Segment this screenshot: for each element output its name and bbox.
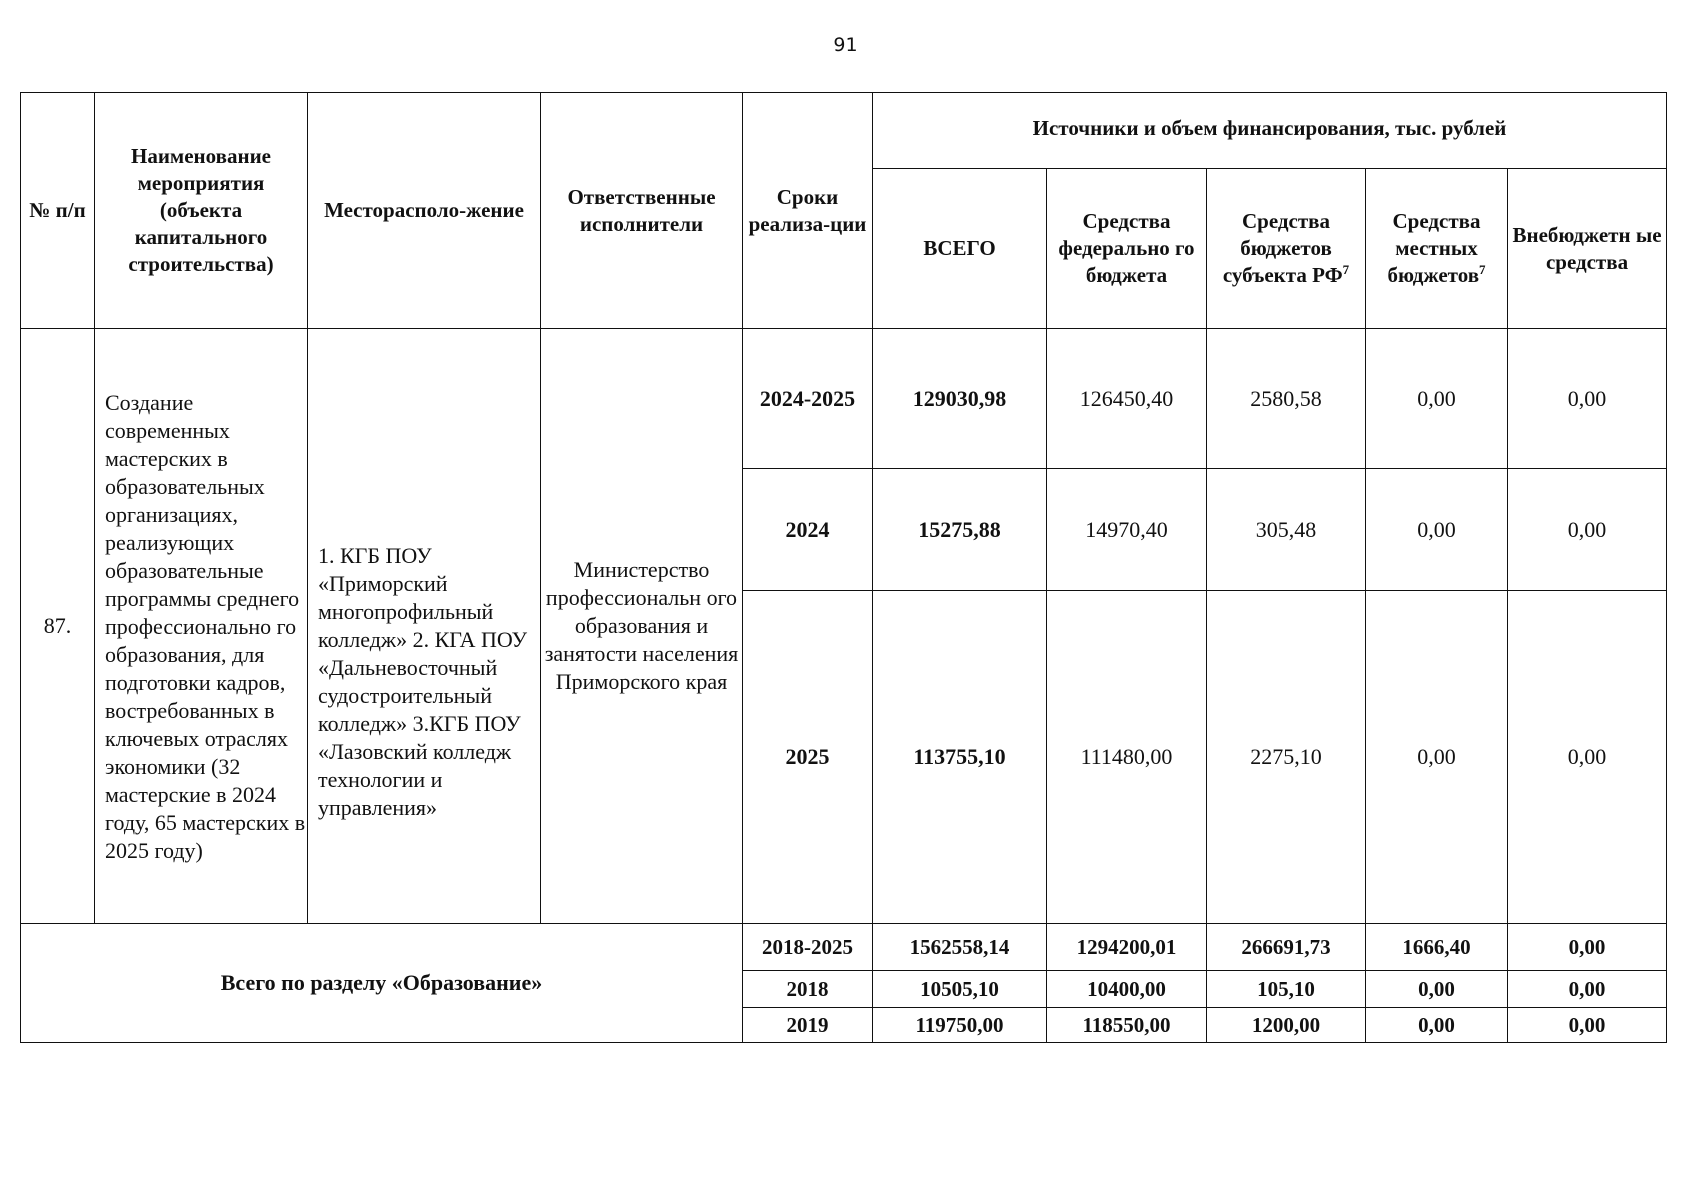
cell-extra: 0,00 — [1508, 329, 1667, 469]
cell-extra: 0,00 — [1508, 924, 1667, 971]
header-federal: Средства федерально го бюджета — [1047, 169, 1207, 329]
cell-term: 2018 — [743, 971, 873, 1008]
cell-subject: 1200,00 — [1207, 1008, 1366, 1043]
cell-extra: 0,00 — [1508, 971, 1667, 1008]
cell-total: 15275,88 — [873, 469, 1047, 591]
cell-total: 129030,98 — [873, 329, 1047, 469]
cell-term: 2024-2025 — [743, 329, 873, 469]
footnote-mark: 7 — [1479, 262, 1486, 277]
cell-term: 2019 — [743, 1008, 873, 1043]
row-executors: Министерство профессиональн ого образования и занятости населения Приморского края — [541, 329, 743, 924]
cell-federal: 111480,00 — [1047, 591, 1207, 924]
cell-federal: 126450,40 — [1047, 329, 1207, 469]
cell-term: 2024 — [743, 469, 873, 591]
row-name: Создание современных мастерских в образовательных организациях, реализующих образовательные программы среднего профессионально го образования, для подготовки кадров, востребованных в ключевых отраслях экономики (32 мастерские в 2024 году, 65 мастерских в 2025 году) — [95, 329, 308, 924]
row-num: 87. — [21, 329, 95, 924]
cell-federal: 10400,00 — [1047, 971, 1207, 1008]
table-row — [21, 329, 1667, 469]
cell-extra: 0,00 — [1508, 1008, 1667, 1043]
header-executors: Ответственные исполнители — [541, 93, 743, 329]
cell-federal: 1294200,01 — [1047, 924, 1207, 971]
header-total: ВСЕГО — [873, 169, 1047, 329]
cell-subject: 266691,73 — [1207, 924, 1366, 971]
header-local-text: Средства местных бюджетов — [1387, 209, 1481, 287]
header-local — [1366, 169, 1508, 329]
header-subject-text: Средства бюджетов субъекта РФ — [1222, 209, 1343, 287]
page-number: 91 — [833, 34, 858, 56]
cell-subject: 2580,58 — [1207, 329, 1366, 469]
cell-total: 10505,10 — [873, 971, 1047, 1008]
cell-local: 0,00 — [1366, 971, 1508, 1008]
header-num: № п/п — [21, 93, 95, 329]
cell-local: 1666,40 — [1366, 924, 1508, 971]
cell-extra: 0,00 — [1508, 469, 1667, 591]
header-sources: Источники и объем финансирования, тыс. рублей — [873, 93, 1667, 169]
cell-local: 0,00 — [1366, 591, 1508, 924]
header-subject — [1207, 169, 1366, 329]
total-row — [21, 924, 1667, 971]
cell-term: 2025 — [743, 591, 873, 924]
header-location: Месторасполо-жение — [308, 93, 541, 329]
cell-federal: 14970,40 — [1047, 469, 1207, 591]
cell-local: 0,00 — [1366, 329, 1508, 469]
footnote-mark: 7 — [1342, 262, 1350, 277]
cell-subject: 305,48 — [1207, 469, 1366, 591]
cell-total: 1562558,14 — [873, 924, 1047, 971]
cell-extra: 0,00 — [1508, 591, 1667, 924]
cell-subject: 2275,10 — [1207, 591, 1366, 924]
cell-subject: 105,10 — [1207, 971, 1366, 1008]
header-terms: Сроки реализа-ции — [743, 93, 873, 329]
cell-federal: 118550,00 — [1047, 1008, 1207, 1043]
header-extra: Внебюджетн ые средства — [1508, 169, 1667, 329]
cell-local: 0,00 — [1366, 1008, 1508, 1043]
cell-term: 2018-2025 — [743, 924, 873, 971]
row-location: 1. КГБ ПОУ «Приморский многопрофильный колледж» 2. КГА ПОУ «Дальневосточный судостроительный колледж» 3.КГБ ПОУ «Лазовский колледж технологии и управления» — [308, 329, 541, 924]
cell-local: 0,00 — [1366, 469, 1508, 591]
cell-total: 113755,10 — [873, 591, 1047, 924]
total-label: Всего по разделу «Образование» — [21, 924, 743, 1043]
cell-total: 119750,00 — [873, 1008, 1047, 1043]
financing-table — [20, 92, 1667, 1043]
header-name: Наименование мероприятия (объекта капитального строительства) — [95, 93, 308, 329]
